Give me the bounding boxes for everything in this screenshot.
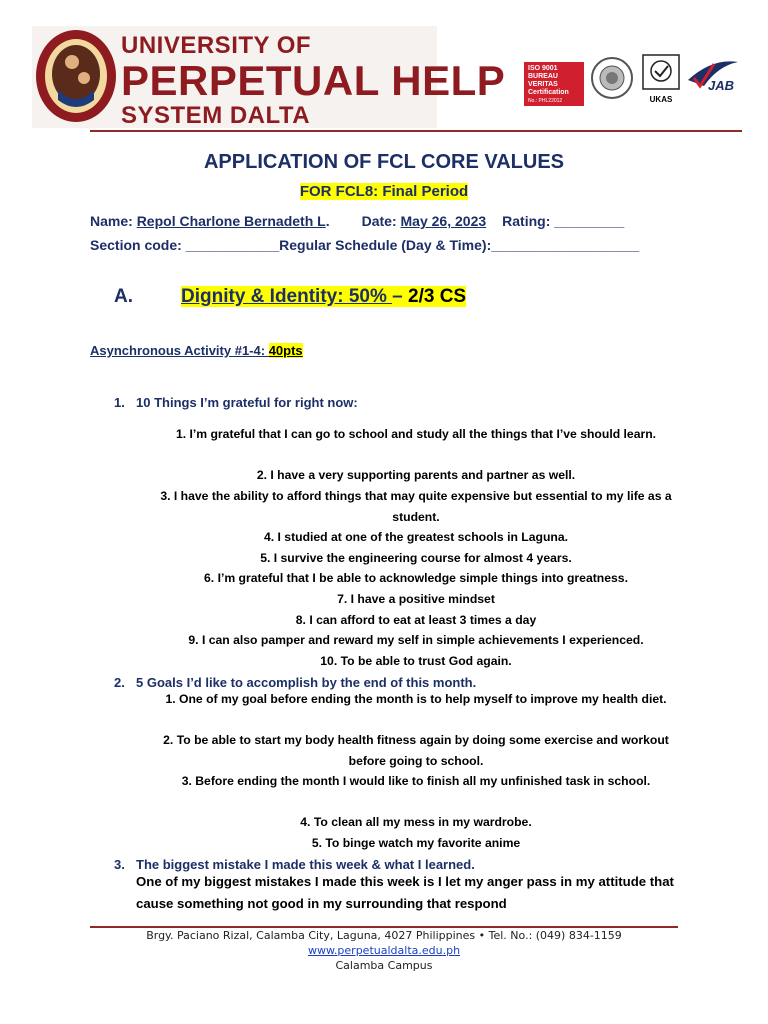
list-item: 2. To be able to start my body health fitness again by doing some exercise and workout before going to school. bbox=[163, 733, 669, 768]
list-item: 4. To clean all my mess in my wardrobe. bbox=[300, 815, 532, 829]
list-item: 9. I can also pamper and reward my self in simple achievements I experienced. bbox=[188, 633, 644, 647]
document-title: APPLICATION OF FCL CORE VALUES bbox=[203, 151, 564, 173]
list-item: 4. I studied at one of the greatest schools in Laguna. bbox=[263, 530, 569, 544]
question-number: 2. bbox=[114, 675, 125, 690]
university-line-3: SYSTEM DALTA bbox=[121, 102, 311, 129]
section-heading bbox=[181, 286, 466, 308]
university-name bbox=[121, 34, 505, 128]
certification-label: Certification bbox=[528, 89, 569, 96]
cert-number: No.: PHL22012 bbox=[528, 98, 563, 104]
name-value: Repol Charlone Bernadeth L bbox=[136, 213, 326, 229]
section-cs: 2/3 CS bbox=[408, 286, 467, 307]
section-dash: – bbox=[392, 286, 408, 307]
section-letter: A. bbox=[114, 286, 133, 307]
university-line-1: UNIVERSITY OF bbox=[121, 32, 312, 59]
university-seal-icon bbox=[34, 28, 118, 124]
iso-certification-badge bbox=[524, 62, 584, 106]
activity-label: Asynchronous Activity #1-4: bbox=[90, 343, 269, 358]
document-subtitle bbox=[0, 183, 768, 200]
list-item: 6. I’m grateful that I be able to acknowledge simple things into greatness. bbox=[204, 571, 628, 585]
list-item: 10. To be able to trust God again. bbox=[320, 654, 512, 668]
rating-field: Rating: _________ bbox=[502, 213, 625, 229]
question-3 bbox=[114, 857, 475, 872]
date-value: May 26, 2023 bbox=[400, 213, 487, 229]
footer-campus: Calamba Campus bbox=[335, 959, 433, 972]
answer-text: One of my biggest mistakes I made this week is I let my anger pass in my attitude that cause something not good in my surrounding that respond bbox=[136, 874, 674, 911]
bureau-veritas-seal-icon bbox=[590, 56, 634, 100]
question-number: 3. bbox=[114, 857, 125, 872]
question-text: 5 Goals I’d like to accomplish by the end of this month. bbox=[136, 675, 477, 690]
ukas-logo bbox=[642, 54, 680, 106]
jab-label: JAB bbox=[708, 78, 735, 93]
question-text: The biggest mistake I made this week & what I learned. bbox=[136, 857, 475, 872]
question-2 bbox=[114, 675, 476, 690]
list-item: 7. I have a positive mindset bbox=[337, 592, 495, 606]
list-item: 1. One of my goal before ending the month is to help myself to improve my health diet. bbox=[165, 692, 667, 706]
name-label: Name: bbox=[90, 213, 137, 229]
list-item: 2. I have a very supporting parents and partner as well. bbox=[256, 468, 576, 482]
name-date-rating-line bbox=[90, 213, 624, 229]
list-item: 8. I can afford to eat at least 3 times a day bbox=[295, 613, 537, 627]
section-code-schedule-line: Section code: ____________Regular Schedule (Day & Time):___________________ bbox=[90, 237, 640, 253]
header-divider bbox=[90, 130, 742, 132]
website-link[interactable]: www.perpetualdalta.edu.ph bbox=[307, 944, 461, 957]
footer-website bbox=[0, 944, 768, 957]
question-1 bbox=[114, 395, 358, 410]
activity-points: 40pts bbox=[268, 343, 303, 358]
question-text: 10 Things I’m grateful for right now: bbox=[136, 395, 358, 410]
crown-tick-icon bbox=[642, 54, 680, 90]
list-item: 3. I have the ability to afford things that may quite expensive but essential to my life as a student. bbox=[160, 489, 672, 524]
name-suffix: . bbox=[325, 213, 330, 229]
subtitle-highlight: FOR FCL8: Final Period bbox=[299, 183, 469, 200]
iso-label: ISO 9001 bbox=[528, 65, 558, 72]
list-item: 5. I survive the engineering course for almost 4 years. bbox=[260, 551, 572, 565]
list-item: 3. Before ending the month I would like to finish all my unfinished task in school. bbox=[181, 774, 651, 788]
list-item: 1. I’m grateful that I can go to school and study all the things that I’ve should learn. bbox=[175, 427, 657, 441]
jab-logo bbox=[684, 56, 740, 108]
ukas-label: UKAS bbox=[649, 95, 673, 104]
list-item: 5. To binge watch my favorite anime bbox=[311, 836, 521, 850]
bureau-veritas-label: BUREAU VERITAS bbox=[528, 73, 558, 88]
footer-address: Brgy. Paciano Rizal, Calamba City, Laguna, 4027 Philippines • Tel. No.: (049) 834-1159 bbox=[146, 929, 622, 942]
date-label: Date: bbox=[361, 213, 401, 229]
footer-divider bbox=[90, 926, 678, 928]
section-title: Dignity & Identity: 50% bbox=[181, 286, 393, 307]
university-line-2: PERPETUAL HELP bbox=[121, 57, 506, 104]
question-number: 1. bbox=[114, 395, 125, 410]
activity-heading bbox=[90, 343, 303, 358]
